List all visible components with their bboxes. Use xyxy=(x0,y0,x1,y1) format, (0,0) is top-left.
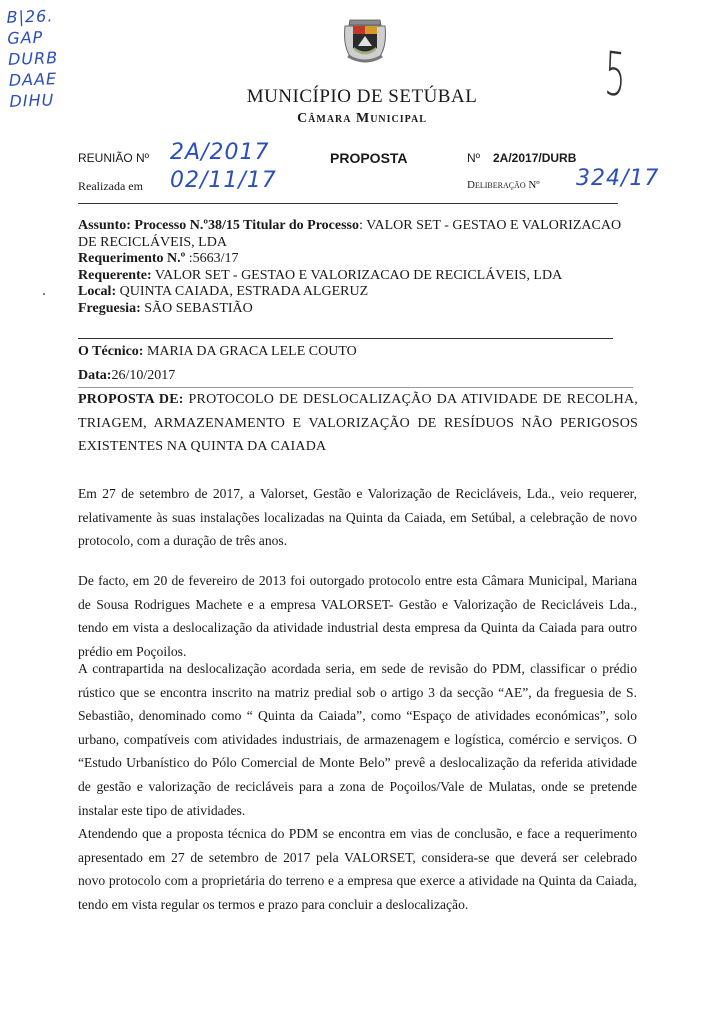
freguesia-label: Freguesia: xyxy=(78,300,141,316)
routing-line: GAP xyxy=(6,27,44,48)
municipality-title: MUNICÍPIO DE SETÚBAL xyxy=(246,86,478,107)
local-value: QUINTA CAIADA, ESTRADA ALGERUZ xyxy=(116,284,369,299)
routing-line: DAAE xyxy=(8,69,58,90)
proposta-heading: PROPOSTA xyxy=(330,150,408,166)
requerimento-line xyxy=(78,251,638,268)
numero-label: Nº xyxy=(467,151,481,165)
coat-of-arms-icon xyxy=(340,16,390,68)
deliberacao-label: Deliberação Nº xyxy=(467,179,540,191)
local-line xyxy=(78,284,638,301)
handwritten-page-mark: 5 xyxy=(603,38,627,112)
reuniao-label: REUNIÃO Nº xyxy=(78,151,150,165)
body-paragraph: Atendendo que a proposta técnica do PDM se encontra em vias de conclusão, e face a requerimento apresentado em 27 de setembro de 2017 pela VALORSET, considera-se que deverá ser celebrado novo protocolo com a proprietária do terreno e a empresa que exerce a atividade na Quinta da Caiada, tendo em vista regular os termos e prazo para concluir a deslocalização. xyxy=(78,826,637,912)
local-label: Local: xyxy=(78,284,117,299)
assunto-value: : VALOR SET - GESTAO E VALORIZACAO DE RECICLÁVEIS, LDA xyxy=(78,218,622,250)
assunto-line xyxy=(78,218,638,251)
proposal-text: PROTOCOLO DE DESLOCALIZAÇÃO DA ATIVIDADE DE RECOLHA, TRIAGEM, ARMAZENAMENTO E VALORIZAÇÃO DE RESÍDUOS NÃO PERIGOSOS EXISTENTES NA QUINTA DA CAIADA xyxy=(78,392,638,454)
divider xyxy=(78,338,613,339)
scan-speck xyxy=(43,293,45,295)
routing-line: DURB xyxy=(7,48,59,69)
requerente-line xyxy=(78,268,638,285)
requerimento-value: :5663/17 xyxy=(185,251,239,266)
realizada-value: 02/11/17 xyxy=(170,168,277,193)
date-line xyxy=(78,368,175,384)
freguesia-line xyxy=(78,301,638,318)
requerente-label: Requerente: xyxy=(78,267,152,283)
proposal-label: PROPOSTA DE: xyxy=(78,392,184,407)
technician-line xyxy=(78,344,357,360)
date-value: 26/10/2017 xyxy=(111,368,176,383)
routing-line: DIHU xyxy=(9,90,55,111)
divider xyxy=(78,203,618,204)
process-info xyxy=(78,218,638,317)
technician-value: MARIA DA GRACA LELE COUTO xyxy=(143,344,357,359)
routing-line: B|26. xyxy=(6,6,54,27)
chamber-subtitle: Câmara Municipal xyxy=(297,111,427,126)
requerimento-label: Requerimento N.º xyxy=(78,251,186,266)
body-paragraph: A contrapartida na deslocalização acordada seria, em sede de revisão do PDM, classificar o prédio rústico que se encontra inscrito na matriz predial sob o artigo 3 da secção “AE”, da freguesia de S. Sebastião, denominado como “ Quinta da Caiada”, como “Espaço de atividades económicas”, solo urbano, compatíveis com atividades industriais, de armazenagem e logística, comércio e serviços. O “Estudo Urbanístico do Pólo Comercial de Monte Belo” prevê a deslocalização da referida atividade de gestão e valorização de recicláveis para a zona de Poçoilos/Vale de Mulatas, onde se pretende instalar este tipo de atividades. xyxy=(78,661,637,818)
freguesia-value: SÃO SEBASTIÃO xyxy=(140,300,253,316)
assunto-label: Assunto: Processo N.º38/15 Titular do Processo xyxy=(78,218,360,233)
reuniao-value: 2A/2017 xyxy=(170,140,270,165)
date-label: Data: xyxy=(78,368,112,383)
body-paragraph: De facto, em 20 de fevereiro de 2013 foi outorgado protocolo entre esta Câmara Municipal, Mariana de Sousa Rodrigues Machete e a empresa VALORSET- Gestão e Valorização de Recicláveis Lda., tendo em vista a deslocalização da atividade industrial desta empresa da Quinta da Caiada para outro prédio em Poçoilos. xyxy=(78,573,637,659)
technician-label: O Técnico: xyxy=(78,344,144,359)
proposal-title xyxy=(78,388,638,459)
numero-value: 2A/2017/DURB xyxy=(493,151,577,165)
requerente-value: VALOR SET - GESTAO E VALORIZACAO DE RECICLÁVEIS, LDA xyxy=(151,267,563,283)
body-paragraph: Em 27 de setembro de 2017, a Valorset, Gestão e Valorização de Recicláveis, Lda., veio requerer, relativamente às suas instalações localizadas na Quinta da Caiada, em Setúbal, a celebração de novo protocolo, com a duração de três anos. xyxy=(78,486,637,549)
deliberacao-value: 324/17 xyxy=(576,166,660,191)
realizada-label: Realizada em xyxy=(78,179,143,193)
